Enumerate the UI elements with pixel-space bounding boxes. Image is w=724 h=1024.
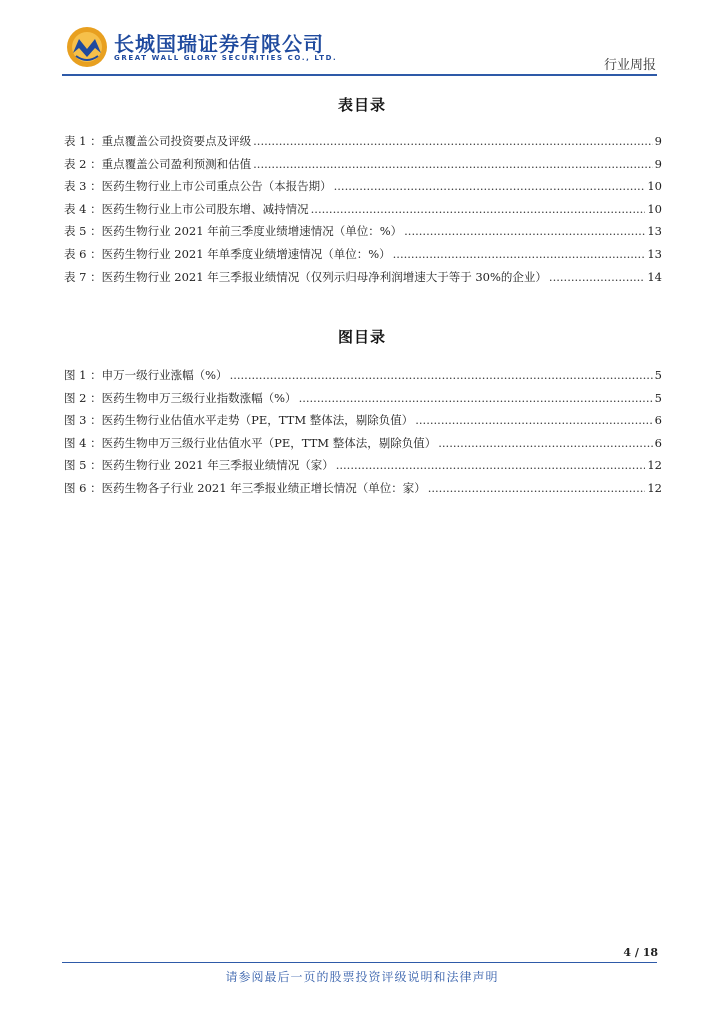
company-name-cn: 长城国瑞证券有限公司: [114, 32, 324, 56]
toc-entry[interactable]: [64, 130, 662, 153]
toc-entry[interactable]: [64, 266, 662, 289]
great-wall-glory-logo-icon: [66, 26, 108, 68]
toc-entry-text: 图 2 ：医药生物申万三级行业指数涨幅（%）: [64, 390, 297, 405]
toc-entry-text: 图 1 ：申万一级行业涨幅（%）: [64, 368, 228, 382]
toc-entry-page: 10: [647, 179, 662, 194]
toc-entry[interactable]: [64, 409, 662, 432]
toc-entry[interactable]: [64, 153, 662, 176]
toc-entry-text: 表 3 ：医药生物行业上市公司重点公告（本报告期）: [64, 179, 332, 194]
toc-entry-page: 5: [654, 390, 662, 405]
toc-entry-text: 图 3 ：医药生物行业估值水平走势（PE，TTM 整体法，剔除负值）: [64, 413, 414, 428]
table-toc-list: [64, 130, 662, 288]
header-divider: [62, 74, 657, 76]
toc-entry-page: 5: [654, 368, 662, 382]
toc-leader-dots: [299, 387, 653, 410]
toc-entry-page: 12: [647, 458, 662, 473]
toc-leader-dots: [334, 175, 646, 198]
toc-entry[interactable]: [64, 432, 662, 455]
toc-entry[interactable]: [64, 198, 662, 221]
toc-entry[interactable]: [64, 220, 662, 243]
toc-entry-page: 13: [647, 246, 662, 261]
toc-leader-dots: [549, 266, 645, 289]
toc-entry-text: 图 4 ：医药生物申万三级行业估值水平（PE，TTM 整体法，剔除负值）: [64, 435, 437, 450]
toc-entry-page: 9: [654, 134, 662, 148]
toc-leader-dots: [404, 220, 645, 243]
toc-entry[interactable]: [64, 364, 662, 387]
toc-leader-dots: [415, 409, 652, 432]
toc-entry-page: 12: [647, 480, 662, 495]
toc-entry-text: 表 7 ：医药生物行业 2021 年三季报业绩情况（仅列示归母净利润增速大于等于 30%的企业）: [64, 269, 547, 284]
toc-entry-page: 6: [654, 435, 662, 450]
company-name-en: GREAT WALL GLORY SECURITIES CO., LTD.: [114, 54, 338, 62]
toc-entry-text: 表 4 ：医药生物行业上市公司股东增、减持情况: [64, 201, 309, 216]
page-header: [0, 0, 724, 80]
toc-entry-text: 表 5 ：医药生物行业 2021 年前三季度业绩增速情况（单位：%）: [64, 224, 403, 239]
toc-entry-text: 表 6 ：医药生物行业 2021 年单季度业绩增速情况（单位：%）: [64, 246, 391, 261]
toc-entry-page: 10: [647, 201, 662, 216]
toc-entry-page: 14: [647, 269, 662, 284]
page-number: 4 / 18: [623, 946, 658, 959]
table-toc-title: 表目录: [337, 96, 386, 114]
toc-entry-text: 表 2 ：重点覆盖公司盈利预测和估值: [64, 156, 252, 171]
footer-disclaimer: 请参阅最后一页的股票投资评级说明和法律声明: [225, 970, 499, 984]
toc-entry-page: 13: [647, 224, 662, 239]
toc-leader-dots: [438, 432, 652, 455]
toc-leader-dots: [230, 364, 653, 387]
figure-toc-title: 图目录: [337, 328, 386, 346]
toc-leader-dots: [393, 243, 646, 266]
toc-entry-text: 图 5 ：医药生物行业 2021 年三季报业绩情况（家）: [64, 458, 334, 473]
toc-entry[interactable]: [64, 243, 662, 266]
toc-entry[interactable]: [64, 387, 662, 410]
toc-entry-page: 6: [654, 413, 662, 428]
footer-divider: [62, 962, 657, 963]
report-type-label: 行业周报: [603, 58, 656, 73]
toc-entry[interactable]: [64, 175, 662, 198]
toc-leader-dots: [336, 454, 646, 477]
toc-leader-dots: [253, 130, 653, 153]
toc-leader-dots: [428, 477, 646, 500]
figure-toc-list: [64, 364, 662, 500]
toc-leader-dots: [253, 153, 653, 176]
toc-entry[interactable]: [64, 454, 662, 477]
toc-entry[interactable]: [64, 477, 662, 500]
toc-entry-text: 图 6 ：医药生物各子行业 2021 年三季报业绩正增长情况（单位：家）: [64, 480, 426, 495]
toc-entry-text: 表 1 ：重点覆盖公司投资要点及评级: [64, 134, 252, 148]
toc-leader-dots: [311, 198, 646, 221]
toc-entry-page: 9: [654, 156, 662, 171]
